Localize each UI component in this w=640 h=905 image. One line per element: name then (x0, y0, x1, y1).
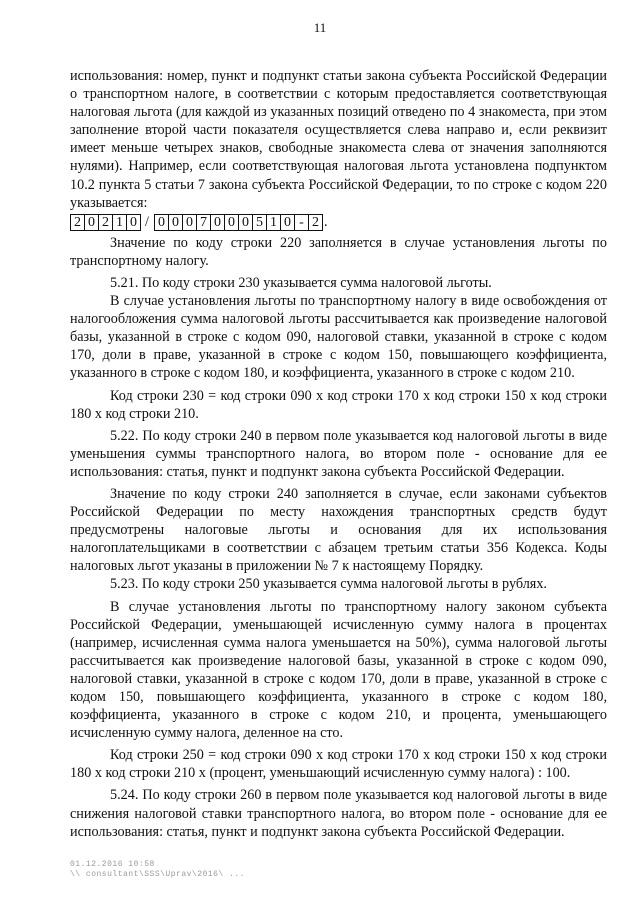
paragraph: 5.21. По коду строки 230 указывается сумма налоговой льготы. (110, 274, 492, 291)
paragraph: Значение по коду строки 220 заполняется в случае установления льготы по транспортному налогу. (70, 234, 607, 269)
code-cell: 0 (224, 214, 239, 231)
page-number: 11 (313, 20, 327, 35)
code-cell: 0 (126, 214, 141, 231)
paragraph: 5.24. По коду строки 260 в первом поле указывается код налоговой льготы в виде снижения налоговой ставки транспортного налога, во втором поле - основание для ее использования: статья, пункт и подпункт закона субъекта Российской Федерации. (70, 787, 607, 840)
code-example-cells (70, 213, 607, 232)
code-cell: 0 (154, 214, 169, 231)
paragraph: В случае установления льготы по транспортному налогу в виде освобождения от налогообложения сумма налоговой льготы рассчитывается как произведение налоговой базы, указанной в строке с кодом 090, налоговой ставки, указанной в строке с кодом 170, доли в праве, указанной в строке с кодом 150, повышающего коэффициента, указанного в строке с кодом 180, и коэффициента, указанного в строке с кодом 210. (70, 293, 607, 382)
code-cell: 0 (280, 214, 295, 231)
code-cell: 1 (112, 214, 127, 231)
code-separator: / (145, 214, 149, 231)
paragraph: 5.23. По коду строки 250 указывается сумма налоговой льготы в рублях. (110, 576, 547, 593)
code-cell: 0 (182, 214, 197, 231)
print-footer (70, 860, 245, 880)
paragraph: В случае установления льготы по транспортному налогу законом субъекта Российской Федерации, уменьшающей исчисленную сумму налога в процентах (например, исчисленная сумма налога уменьшается на 50%), сумма налоговой льготы рассчитывается как произведение налоговой базы, указанной в строке с кодом 090, налоговой ставки, указанной в строке с кодом 170, доли в праве, указанной в строке с кодом 150, повышающего коэффициента, указанного в строке с кодом 180, коэффициента, указанного в строке с кодом 210, и процента, уменьшающего исчисленную сумму налога, деленное на сто. (70, 598, 607, 742)
code-cell: 0 (84, 214, 99, 231)
code-cell: 0 (210, 214, 225, 231)
code-cell: 7 (196, 214, 211, 231)
code-cell: 0 (238, 214, 253, 231)
paragraph: 5.22. По коду строки 240 в первом поле указывается код налоговой льготы в виде уменьшения суммы транспортного налога, во втором поле - основание для ее использования: статья, пункт и подпункт закона субъекта Российской Федерации. (70, 427, 607, 480)
paragraph: использования: номер, пункт и подпункт статьи закона субъекта Российской Федерации о транспортном налоге, в соответствии с которым предоставляется соответствующая налоговая льгота (для каждой из указанных позиций отведено по 4 знакоместа, при этом заполнение второй части показателя осуществляется слева направо и, если реквизит имеет меньше четырех знаков, свободные знакоместа слева от значения заполняются нулями). Например, если соответствующая налоговая льгота установлена подпунктом 10.2 пункта 5 статьи 7 закона субъекта Российской Федерации, то по строке с кодом 220 указывается: (70, 68, 607, 211)
paragraph: Код строки 230 = код строки 090 х код строки 170 х код строки 150 х код строки 180 х код строки 210. (70, 387, 607, 422)
code-end-period: . (324, 214, 328, 231)
footer-line: 01.12.2016 10:58 (70, 860, 155, 869)
code-cell: 2 (70, 214, 85, 231)
code-cell: 5 (252, 214, 267, 231)
footer-line: \\ consultant\SSS\Uprav\2016\ ... (70, 870, 245, 879)
code-cell: 1 (266, 214, 281, 231)
document-body (70, 67, 607, 841)
code-cell: 2 (98, 214, 113, 231)
paragraph: Значение по коду строки 240 заполняется в случае, если законами субъектов Российской Федерации по месту нахождения транспортных средств будут предусмотрены налоговые льготы и основания для их использования налогоплательщиками в соответствии с абзацем третьим статьи 356 Кодекса. Коды налоговых льгот указаны в приложении № 7 к настоящему Порядку. (70, 485, 607, 575)
code-cell: 2 (308, 214, 323, 231)
paragraph: Код строки 250 = код строки 090 х код строки 170 х код строки 150 х код строки 180 х код строки 210 х (процент, уменьшающий исчисленную сумму налога) : 100. (70, 747, 607, 782)
code-cell: 0 (168, 214, 183, 231)
code-cell: - (294, 214, 309, 231)
